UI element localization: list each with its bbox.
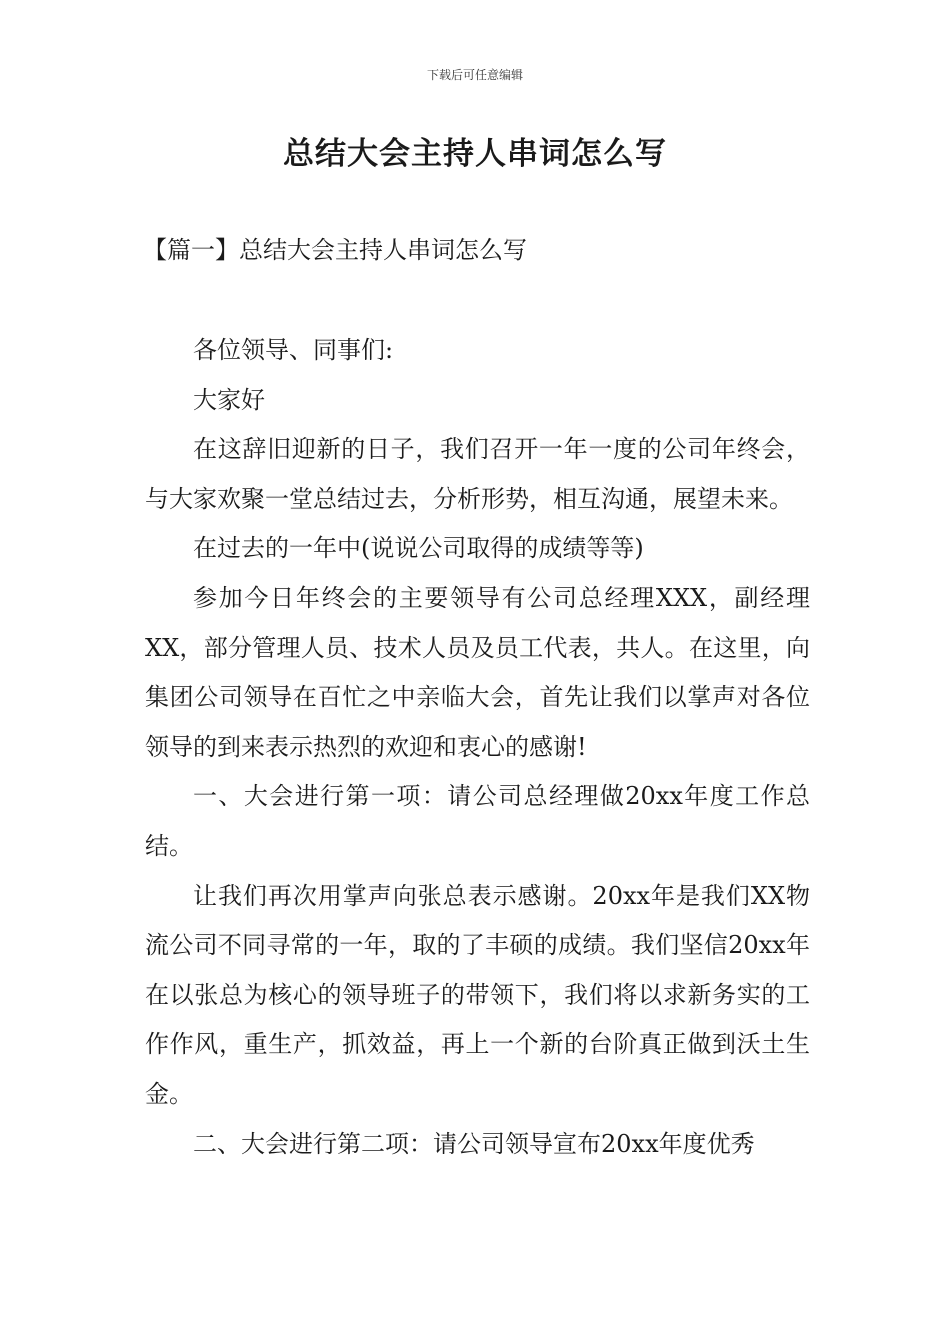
header-note: 下载后可任意编辑 <box>426 68 523 82</box>
paragraph-item-one: 一、大会进行第一项：请公司总经理做20xx年度工作总结。 <box>145 782 810 860</box>
paragraph-greeting: 各位领导、同事们: <box>193 336 394 364</box>
paragraph-past-year: 在过去的一年中(说说公司取得的成绩等等) <box>193 534 644 563</box>
paragraph-hello: 大家好 <box>193 385 265 414</box>
paragraph-opening: 在这辞旧迎新的日子，我们召开一年一度的公司年终会，与大家欢聚一堂总结过去，分析形势，相互沟通，展望未来。 <box>145 435 810 513</box>
paragraph-item-two: 二、大会进行第二项：请公司领导宣布20xx年度优秀 <box>193 1129 755 1158</box>
paragraph-attendees: 参加今日年终会的主要领导有公司总经理XXX，副经理XX，部分管理人员、技术人员及员工代表，共人。在这里，向集团公司领导在百忙之中亲临大会，首先让我们以掌声对各位领导的到来表示热烈的欢迎和衷心的感谢! <box>145 583 810 761</box>
document-title: 总结大会主持人串词怎么写 <box>283 136 667 172</box>
document-body <box>145 326 810 1169</box>
section-title: 【篇一】总结大会主持人串词怎么写 <box>143 236 527 264</box>
paragraph-thanks: 让我们再次用掌声向张总表示感谢。20xx年是我们XX物流公司不同寻常的一年，取的了丰硕的成绩。我们坚信20xx年在以张总为核心的领导班子的带领下，我们将以求新务实的工作作风，重生产，抓效益，再上一个新的台阶真正做到沃土生金。 <box>145 881 810 1108</box>
